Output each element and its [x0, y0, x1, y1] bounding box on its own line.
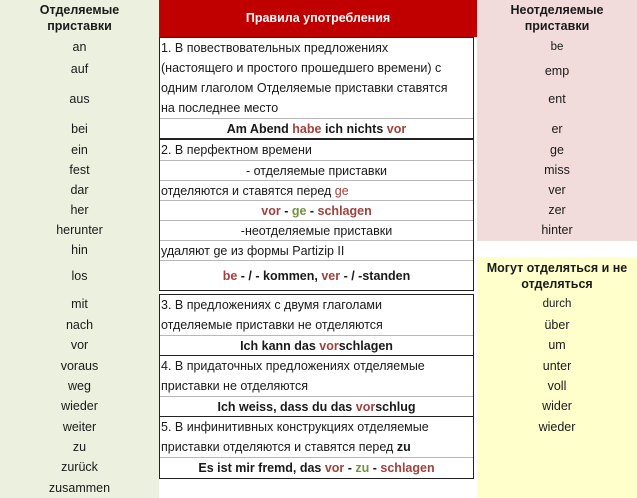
example-part: - [369, 461, 381, 475]
example-part: Am Abend [226, 122, 293, 136]
prefix-item: unter [542, 359, 572, 373]
example-prefix: be [222, 269, 238, 283]
prefix-item: vor [70, 338, 89, 352]
example-part: schlagen [338, 339, 393, 353]
example-part: - / - kommen, [237, 269, 322, 283]
prefix-item: voll [547, 379, 567, 393]
prefix-item: um [548, 338, 566, 352]
example-part: - [280, 204, 292, 218]
prefix-item: an [72, 40, 87, 54]
prefix-item: wider [542, 399, 572, 413]
rule-3-box [159, 294, 474, 357]
prefix-item: weg [68, 379, 91, 393]
example-prefix: vor [261, 204, 281, 218]
prefix-item: aus [69, 92, 90, 106]
rule-2-text: - отделяемые приставки [245, 164, 388, 178]
rule-2-text: удаляют ge из формы Partizip II [161, 244, 345, 258]
right-header-line2: приставки [524, 19, 590, 33]
prefix-item: über [544, 318, 570, 332]
right-header [477, 2, 637, 34]
example-part: ich nichts [321, 122, 387, 136]
example-verb: habe [292, 122, 322, 136]
rule-4-text: 4. В придаточных предложениях отделяемые [161, 359, 425, 373]
example-verb: schlagen [317, 204, 372, 218]
example-verb: schlagen [380, 461, 435, 475]
prefix-item: zurück [61, 460, 98, 474]
right-header-2 [477, 260, 637, 292]
prefix-item: ver [548, 183, 566, 197]
example-part: Ich kann das [240, 339, 320, 353]
rule-5-text-zu: zu [396, 440, 411, 454]
rule-2-box [159, 139, 474, 291]
prefix-item: zer [548, 203, 566, 217]
rule-3-text: отделяемые приставки не отделяются [161, 318, 383, 332]
rule-2-text-ge: ge [334, 184, 349, 198]
prefix-item: fest [69, 163, 90, 177]
example-prefix: ver [321, 269, 341, 283]
prefix-item: miss [544, 163, 570, 177]
rule-1-text: 1. В повествовательных предложениях [161, 41, 389, 55]
prefix-item: voraus [60, 359, 99, 373]
prefix-item: durch [542, 298, 572, 310]
prefix-item: zusammen [48, 481, 111, 495]
prefix-item: hinter [541, 223, 573, 237]
example-prefix: vor [324, 461, 345, 475]
example-part: - / -standen [340, 269, 411, 283]
prefix-item: los [71, 269, 88, 283]
rule-3-text: 3. В предложениях с двумя глаголами [161, 298, 382, 312]
prefix-item: ge [550, 143, 564, 157]
rule-2-text: -неотделяемые приставки [240, 224, 393, 238]
example-prefix: vor [355, 400, 376, 414]
rule-1-text: (настоящего и простого прошедшего времени) с [161, 61, 442, 75]
prefix-item: zu [72, 440, 87, 454]
rules-column [159, 0, 477, 498]
rule-2-example-2 [160, 260, 473, 290]
rule-5-box [159, 416, 474, 479]
rule-4-box [159, 355, 474, 418]
prefix-item: her [70, 203, 89, 217]
rule-1-text: одним глаголом Отделяемые приставки ставятся [161, 81, 448, 95]
prefix-item: dar [70, 183, 89, 197]
rule-3-example [160, 335, 473, 355]
prefix-item: be [550, 41, 564, 53]
rules-title: Правила употребления [159, 0, 477, 37]
prefix-item: ein [71, 143, 88, 157]
separable-prefixes-column [0, 0, 159, 498]
prefix-item: ent [548, 92, 566, 106]
rule-5-text: приставки отделяются и ставятся перед [161, 440, 397, 454]
rule-5-example [160, 457, 473, 477]
prefix-item: nach [65, 318, 94, 332]
prefix-item: wieder [61, 399, 98, 413]
example-zu: zu [355, 461, 370, 475]
prefix-item: mit [71, 297, 88, 311]
example-part: - [306, 204, 318, 218]
prefix-item: auf [70, 62, 89, 76]
left-header-line1: Отделяемые [39, 3, 120, 17]
example-part: Es ist mir fremd, das [198, 461, 325, 475]
inseparable-prefixes-column [477, 0, 637, 498]
right-header-line1: Неотделяемые [510, 3, 604, 17]
rule-1-box [159, 37, 474, 139]
prefix-item: bei [71, 122, 88, 136]
prefix-item: emp [544, 64, 570, 78]
rule-4-text: приставки не отделяются [161, 379, 308, 393]
prefix-item: wieder [538, 420, 576, 434]
rule-2-text: 2. В перфектном времени [161, 143, 312, 157]
example-part: Ich weiss, dass du das [217, 400, 356, 414]
rule-2-text: отделяются и ставятся перед [161, 184, 335, 198]
example-prefix: vor [319, 339, 339, 353]
rule-1-example [160, 118, 473, 138]
rule-5-text: 5. В инфинитивных конструкциях отделяемые [161, 420, 429, 434]
example-prefix: vor [386, 122, 407, 136]
right-header-2-line2: отделяться [521, 277, 593, 291]
example-part: - [344, 461, 356, 475]
rule-2-example [160, 200, 473, 220]
left-header-line2: приставки [47, 19, 112, 33]
prefix-item: hin [71, 243, 88, 257]
left-header [0, 2, 159, 34]
prefix-item: er [551, 122, 563, 136]
prefix-item: herunter [56, 223, 103, 237]
example-ge: ge [291, 204, 307, 218]
rule-1-text: на последнее место [161, 101, 279, 115]
rule-4-example [160, 396, 473, 416]
example-part: schlug [375, 400, 416, 414]
prefix-item: weiter [62, 420, 97, 434]
right-header-2-line1: Могут отделяться и не [486, 261, 628, 275]
